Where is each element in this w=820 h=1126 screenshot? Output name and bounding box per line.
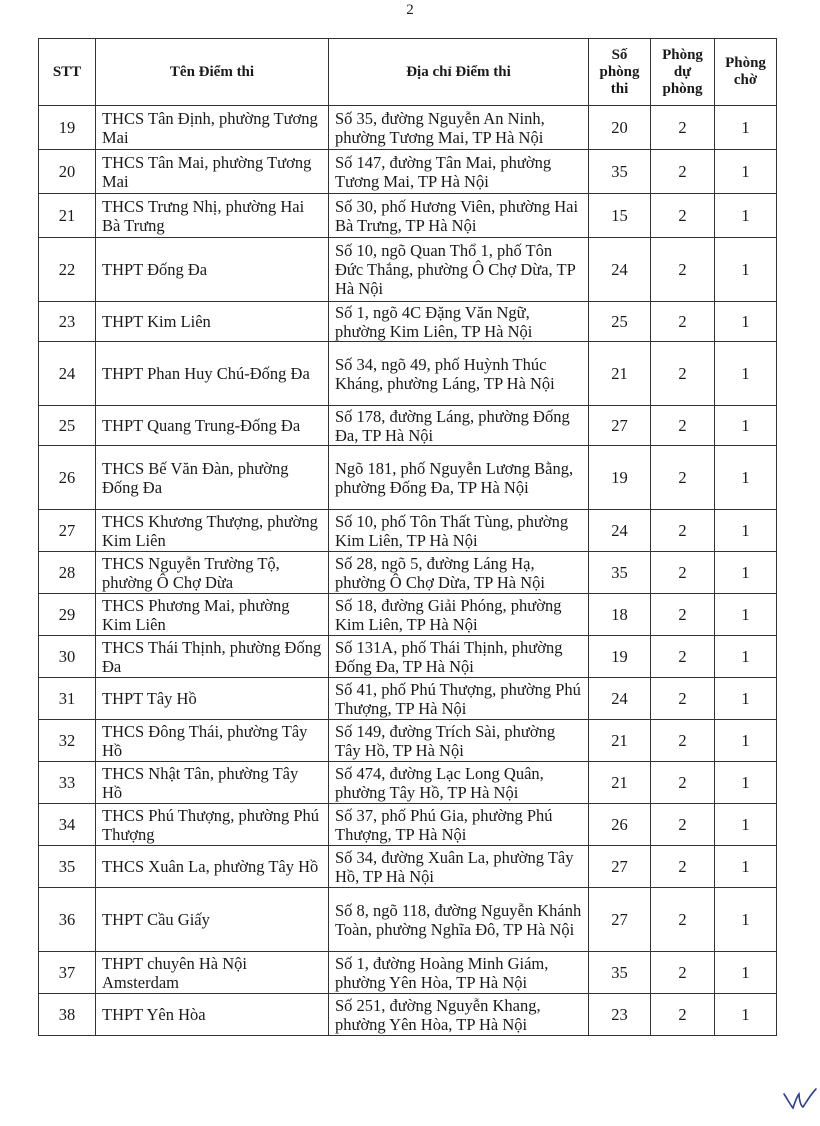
venue-address: Số 147, đường Tân Mai, phường Tương Mai, TP Hà Nội [329,150,589,194]
reserve-rooms: 2 [651,552,715,594]
exam-rooms: 35 [589,552,651,594]
exam-rooms: 24 [589,510,651,552]
waiting-rooms: 1 [715,106,777,150]
venue-address: Số 34, ngõ 49, phố Huỳnh Thúc Kháng, phường Láng, TP Hà Nội [329,342,589,406]
header-waiting-rooms: Phòng chờ [715,39,777,106]
venue-address: Số 131A, phố Thái Thịnh, phường Đống Đa, TP Hà Nội [329,636,589,678]
waiting-rooms: 1 [715,194,777,238]
venue-name: THCS Nhật Tân, phường Tây Hồ [96,762,329,804]
table-row [39,446,777,510]
venue-name: THCS Trưng Nhị, phường Hai Bà Trưng [96,194,329,238]
table-row [39,302,777,342]
row-stt: 38 [39,994,96,1036]
table-row [39,150,777,194]
waiting-rooms: 1 [715,762,777,804]
venue-name: THPT chuyên Hà Nội Amsterdam [96,952,329,994]
table-row [39,846,777,888]
reserve-rooms: 2 [651,846,715,888]
waiting-rooms: 1 [715,594,777,636]
row-stt: 29 [39,594,96,636]
reserve-rooms: 2 [651,720,715,762]
header-venue-name: Tên Điểm thi [96,39,329,106]
reserve-rooms: 2 [651,150,715,194]
waiting-rooms: 1 [715,150,777,194]
venue-name: THPT Cầu Giấy [96,888,329,952]
exam-rooms: 21 [589,720,651,762]
venue-name: THPT Tây Hồ [96,678,329,720]
reserve-rooms: 2 [651,194,715,238]
exam-rooms: 35 [589,952,651,994]
row-stt: 21 [39,194,96,238]
header-venue-address: Địa chỉ Điểm thi [329,39,589,106]
venue-name: THPT Phan Huy Chú-Đống Đa [96,342,329,406]
exam-rooms: 19 [589,446,651,510]
venue-address: Số 37, phố Phú Gia, phường Phú Thượng, TP Hà Nội [329,804,589,846]
table-row [39,994,777,1036]
reserve-rooms: 2 [651,342,715,406]
row-stt: 34 [39,804,96,846]
row-stt: 22 [39,238,96,302]
waiting-rooms: 1 [715,804,777,846]
reserve-rooms: 2 [651,446,715,510]
venue-name: THCS Bế Văn Đàn, phường Đống Đa [96,446,329,510]
row-stt: 27 [39,510,96,552]
exam-rooms: 26 [589,804,651,846]
exam-rooms: 35 [589,150,651,194]
venue-address: Số 41, phố Phú Thượng, phường Phú Thượng, TP Hà Nội [329,678,589,720]
venue-address: Số 149, đường Trích Sài, phường Tây Hồ, TP Hà Nội [329,720,589,762]
venue-address: Số 10, phố Tôn Thất Tùng, phường Kim Liên, TP Hà Nội [329,510,589,552]
venue-name: THPT Đống Đa [96,238,329,302]
exam-rooms: 18 [589,594,651,636]
venue-address: Số 8, ngõ 118, đường Nguyễn Khánh Toàn, phường Nghĩa Đô, TP Hà Nội [329,888,589,952]
reserve-rooms: 2 [651,994,715,1036]
waiting-rooms: 1 [715,406,777,446]
table-row [39,552,777,594]
header-stt: STT [39,39,96,106]
venue-name: THPT Yên Hòa [96,994,329,1036]
exam-rooms: 19 [589,636,651,678]
row-stt: 28 [39,552,96,594]
waiting-rooms: 1 [715,846,777,888]
table-row [39,106,777,150]
exam-rooms: 27 [589,406,651,446]
venue-address: Số 18, đường Giải Phóng, phường Kim Liên, TP Hà Nội [329,594,589,636]
venue-name: THCS Phú Thượng, phường Phú Thượng [96,804,329,846]
venue-name: THCS Nguyễn Trường Tộ, phường Ô Chợ Dừa [96,552,329,594]
row-stt: 24 [39,342,96,406]
table-row [39,952,777,994]
venue-name: THCS Khương Thượng, phường Kim Liên [96,510,329,552]
reserve-rooms: 2 [651,406,715,446]
reserve-rooms: 2 [651,678,715,720]
exam-rooms: 21 [589,762,651,804]
waiting-rooms: 1 [715,302,777,342]
reserve-rooms: 2 [651,952,715,994]
venue-name: THPT Quang Trung-Đống Đa [96,406,329,446]
row-stt: 23 [39,302,96,342]
venue-address: Số 1, đường Hoàng Minh Giám, phường Yên Hòa, TP Hà Nội [329,952,589,994]
venue-name: THCS Tân Mai, phường Tương Mai [96,150,329,194]
waiting-rooms: 1 [715,994,777,1036]
venue-address: Số 28, ngõ 5, đường Láng Hạ, phường Ô Chợ Dừa, TP Hà Nội [329,552,589,594]
waiting-rooms: 1 [715,238,777,302]
table-row [39,342,777,406]
table-header-row [39,39,777,106]
waiting-rooms: 1 [715,510,777,552]
row-stt: 32 [39,720,96,762]
table-row [39,888,777,952]
table-row [39,510,777,552]
venue-name: THCS Thái Thịnh, phường Đống Đa [96,636,329,678]
table-row [39,720,777,762]
venue-name: THCS Xuân La, phường Tây Hồ [96,846,329,888]
exam-venue-table [38,38,777,1036]
exam-rooms: 20 [589,106,651,150]
row-stt: 36 [39,888,96,952]
exam-rooms: 24 [589,238,651,302]
waiting-rooms: 1 [715,636,777,678]
reserve-rooms: 2 [651,302,715,342]
reserve-rooms: 2 [651,762,715,804]
venue-address: Số 35, đường Nguyễn An Ninh, phường Tương Mai, TP Hà Nội [329,106,589,150]
row-stt: 37 [39,952,96,994]
header-reserve-rooms: Phòng dự phòng [651,39,715,106]
venue-address: Số 30, phố Hương Viên, phường Hai Bà Trưng, TP Hà Nội [329,194,589,238]
exam-rooms: 15 [589,194,651,238]
row-stt: 30 [39,636,96,678]
venue-address: Số 251, đường Nguyễn Khang, phường Yên Hòa, TP Hà Nội [329,994,589,1036]
exam-rooms: 27 [589,846,651,888]
waiting-rooms: 1 [715,678,777,720]
venue-address: Số 1, ngõ 4C Đặng Văn Ngữ, phường Kim Liên, TP Hà Nội [329,302,589,342]
waiting-rooms: 1 [715,720,777,762]
venue-address: Số 34, đường Xuân La, phường Tây Hồ, TP Hà Nội [329,846,589,888]
header-exam-rooms: Số phòng thi [589,39,651,106]
table-row [39,406,777,446]
venue-name: THCS Đông Thái, phường Tây Hồ [96,720,329,762]
waiting-rooms: 1 [715,888,777,952]
venue-address: Số 474, đường Lạc Long Quân, phường Tây Hồ, TP Hà Nội [329,762,589,804]
waiting-rooms: 1 [715,952,777,994]
waiting-rooms: 1 [715,552,777,594]
waiting-rooms: 1 [715,446,777,510]
page-number: 2 [406,2,414,18]
row-stt: 33 [39,762,96,804]
exam-rooms: 23 [589,994,651,1036]
signature-mark [782,1086,818,1112]
reserve-rooms: 2 [651,804,715,846]
reserve-rooms: 2 [651,106,715,150]
table-row [39,194,777,238]
venue-name: THCS Tân Định, phường Tương Mai [96,106,329,150]
waiting-rooms: 1 [715,342,777,406]
row-stt: 20 [39,150,96,194]
row-stt: 19 [39,106,96,150]
venue-address: Số 10, ngõ Quan Thổ 1, phố Tôn Đức Thắng, phường Ô Chợ Dừa, TP Hà Nội [329,238,589,302]
venue-name: THCS Phương Mai, phường Kim Liên [96,594,329,636]
table-row [39,636,777,678]
reserve-rooms: 2 [651,510,715,552]
reserve-rooms: 2 [651,238,715,302]
table-row [39,678,777,720]
exam-rooms: 24 [589,678,651,720]
row-stt: 26 [39,446,96,510]
row-stt: 25 [39,406,96,446]
reserve-rooms: 2 [651,888,715,952]
venue-address: Ngõ 181, phố Nguyễn Lương Bằng, phường Đống Đa, TP Hà Nội [329,446,589,510]
venue-name: THPT Kim Liên [96,302,329,342]
table-row [39,238,777,302]
table-row [39,804,777,846]
exam-rooms: 21 [589,342,651,406]
venue-address: Số 178, đường Láng, phường Đống Đa, TP Hà Nội [329,406,589,446]
table-row [39,594,777,636]
exam-rooms: 27 [589,888,651,952]
row-stt: 35 [39,846,96,888]
reserve-rooms: 2 [651,594,715,636]
row-stt: 31 [39,678,96,720]
table-row [39,762,777,804]
exam-rooms: 25 [589,302,651,342]
reserve-rooms: 2 [651,636,715,678]
